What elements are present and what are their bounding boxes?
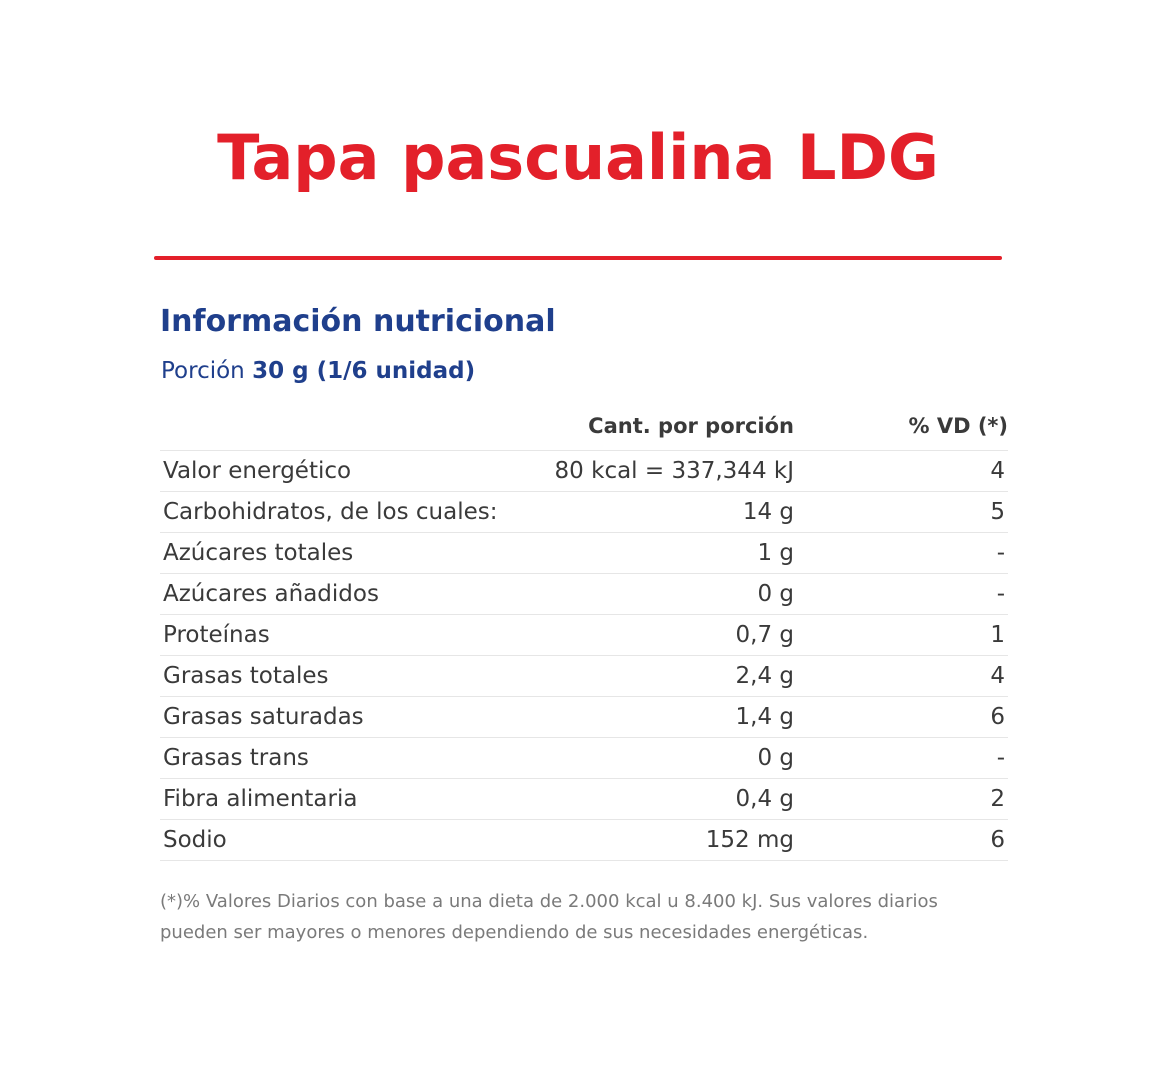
nutrient-qty: 0,4 g (735, 786, 794, 812)
nutrient-vd: 6 (990, 704, 1005, 730)
nutrient-name: Carbohidratos, de los cuales: (163, 499, 498, 525)
table-row (160, 697, 1008, 738)
nutrient-qty: 1,4 g (735, 704, 794, 730)
nutrient-qty: 1 g (757, 540, 794, 566)
nutrient-name: Azúcares añadidos (163, 581, 379, 607)
table-row (160, 574, 1008, 615)
nutrient-qty: 14 g (742, 499, 794, 525)
nutrient-qty: 0 g (757, 581, 794, 607)
nutrient-vd: 4 (990, 458, 1005, 484)
nutrient-vd: - (996, 581, 1005, 607)
nutrient-name: Valor energético (163, 458, 352, 484)
table-row (160, 492, 1008, 533)
nutrient-name: Grasas saturadas (163, 704, 364, 730)
portion-label: Porción (161, 358, 245, 384)
nutrient-name: Sodio (163, 827, 227, 853)
header-qty: Cant. por porción (588, 414, 794, 438)
nutrient-name: Azúcares totales (163, 540, 354, 566)
table-row (160, 738, 1008, 779)
nutrient-qty: 152 mg (705, 827, 794, 853)
portion-value: 30 g (1/6 unidad) (252, 358, 476, 384)
portion-info (161, 355, 475, 387)
nutrient-vd: 2 (990, 786, 1005, 812)
nutrient-qty: 0,7 g (735, 622, 794, 648)
nutrient-qty: 80 kcal = 337,344 kJ (554, 458, 794, 484)
product-title: Tapa pascualina LDG (217, 121, 939, 194)
header-vd: % VD (*) (908, 414, 1008, 438)
nutrient-name: Fibra alimentaria (163, 786, 358, 812)
table-row (160, 656, 1008, 697)
table-header (160, 406, 1008, 451)
nutrient-qty: 0 g (757, 745, 794, 771)
section-title: Información nutricional (160, 304, 556, 339)
nutrient-vd: 4 (990, 663, 1005, 689)
table-row (160, 779, 1008, 820)
nutrient-vd: 5 (990, 499, 1005, 525)
table-row (160, 615, 1008, 656)
nutrient-name: Grasas trans (163, 745, 309, 771)
table-row (160, 820, 1008, 861)
table-row (160, 533, 1008, 574)
nutrient-vd: - (996, 745, 1005, 771)
footnote: (*)% Valores Diarios con base a una dieta de 2.000 kcal u 8.400 kJ. Sus valores diarios pueden ser mayores o menores dependiendo de sus necesidades energéticas. (160, 891, 938, 943)
nutrient-vd: 1 (990, 622, 1005, 648)
table-row (160, 451, 1008, 492)
nutrient-vd: - (996, 540, 1005, 566)
nutrient-vd: 6 (990, 827, 1005, 853)
nutrient-qty: 2,4 g (735, 663, 794, 689)
title-divider (154, 256, 1002, 260)
nutrition-table (160, 406, 1008, 861)
nutrient-name: Proteínas (163, 622, 270, 648)
nutrient-name: Grasas totales (163, 663, 329, 689)
